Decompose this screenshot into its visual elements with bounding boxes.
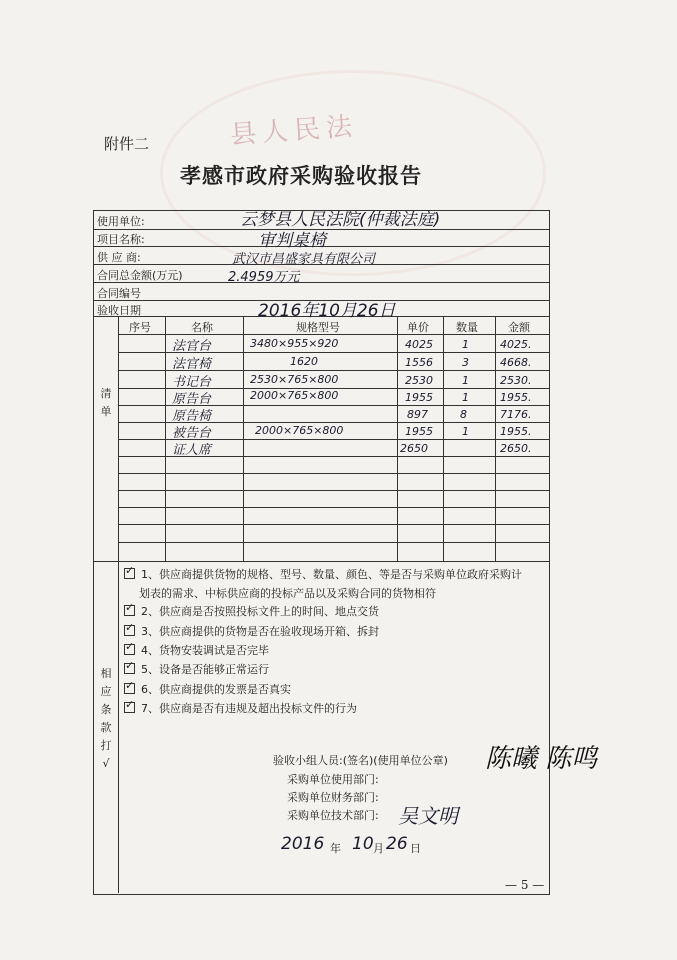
col-header-amount: 金额: [508, 321, 530, 334]
check-item-text: 2、供应商是否按照投标文件上的时间、地点交货: [141, 605, 379, 618]
checkbox-icon[interactable]: [124, 702, 135, 713]
check-item-text: 划表的需求、中标供应商的投标产品以及采购合同的货物相符: [139, 587, 436, 600]
item-amount: 1955.: [500, 425, 532, 438]
field-label-project: 项目名称:: [97, 233, 145, 246]
item-price: 2530: [405, 374, 433, 387]
field-label-amount: 合同总金额(万元): [97, 269, 183, 282]
check-item-text: 1、供应商提供货物的规格、型号、数量、颜色、等是否与采购单位政府采购计: [141, 568, 522, 581]
item-qty: 1: [462, 391, 469, 404]
field-label-user: 使用单位:: [97, 215, 145, 228]
date-day: 26: [386, 834, 408, 854]
item-spec: 2000×765×800: [250, 389, 339, 402]
item-spec: 2530×765×800: [250, 373, 339, 386]
item-name: 法官椅: [172, 357, 212, 372]
check-item-1-cont: [139, 585, 436, 601]
date-month-unit: 月: [373, 842, 384, 855]
group-signature: 陈曦 陈鸣: [485, 744, 598, 774]
check-item-text: 5、设备是否能够正常运行: [141, 663, 269, 676]
item-qty: 1: [462, 374, 469, 387]
item-amount: 2650.: [500, 442, 532, 455]
sign-group-label: 验收小组人员:(签名)(使用单位公章): [273, 754, 448, 767]
date-month: 10: [352, 834, 374, 854]
item-price: 1955: [405, 425, 433, 438]
item-amount: 2530.: [500, 374, 532, 387]
checkbox-icon[interactable]: [124, 644, 135, 655]
date-year-unit: 年: [330, 842, 341, 855]
item-name: 书记台: [172, 375, 212, 390]
item-amount: 7176.: [500, 408, 532, 421]
sign-fin-dept-label: 采购单位财务部门:: [287, 791, 379, 804]
item-amount: 1955.: [500, 391, 532, 404]
col-header-price: 单价: [407, 321, 429, 334]
col-header-name: 名称: [191, 321, 213, 334]
item-amount: 4025.: [500, 338, 532, 351]
check-item-7: [124, 700, 357, 716]
field-value-user: 云梦县人民法院(仲裁法庭): [240, 210, 441, 230]
item-qty: 1: [462, 338, 469, 351]
check-item-text: 3、供应商提供的货物是否在验收现场开箱、拆封: [141, 625, 379, 638]
item-spec: 2000×765×800: [255, 424, 344, 437]
field-value-amount: 2.4959万元: [228, 270, 300, 285]
item-qty: 1: [462, 425, 469, 438]
col-header-spec: 规格型号: [296, 321, 340, 334]
field-label-date: 验收日期: [97, 304, 141, 317]
date-year: 2016: [281, 834, 325, 854]
field-label-supplier: 供 应 商:: [97, 251, 141, 264]
check-item-text: 7、供应商是否有违规及超出投标文件的行为: [141, 702, 357, 715]
tech-signature: 吴文明: [398, 804, 458, 828]
item-price: 2650: [400, 442, 428, 455]
col-header-qty: 数量: [456, 321, 478, 334]
item-qty: 3: [462, 356, 469, 369]
item-name: 原告台: [172, 392, 212, 407]
check-item-2: [124, 603, 379, 619]
page-number: — 5 —: [505, 878, 545, 892]
sign-tech-dept-label: 采购单位技术部门:: [287, 809, 379, 822]
item-price: 1955: [405, 391, 433, 404]
check-item-5: [124, 661, 269, 677]
document-title: 孝感市政府采购验收报告: [180, 163, 422, 188]
check-item-text: 6、供应商提供的发票是否真实: [141, 683, 291, 696]
check-item-3: [124, 623, 379, 639]
check-item-4: [124, 642, 269, 658]
item-spec: 3480×955×920: [250, 337, 339, 350]
col-header-index: 序号: [129, 321, 151, 334]
seal-text: 县人民法: [229, 111, 360, 151]
checkbox-icon[interactable]: [124, 568, 135, 579]
item-price: 4025: [405, 338, 433, 351]
item-amount: 4668.: [500, 356, 532, 369]
attachment-label: 附件二: [104, 135, 150, 153]
field-label-contract-no: 合同编号: [97, 287, 141, 300]
date-day-unit: 日: [410, 842, 421, 855]
field-value-date: 2016年10月26日: [258, 301, 396, 321]
check-item-1: [124, 566, 522, 582]
check-section-label: 相应条款打√: [100, 667, 112, 770]
field-value-project: 审判桌椅: [258, 231, 326, 251]
item-name: 法官台: [172, 339, 212, 354]
check-item-text: 4、货物安装调试是否完毕: [141, 644, 269, 657]
item-price: 897: [407, 408, 428, 421]
item-name: 原告椅: [172, 409, 212, 424]
item-price: 1556: [405, 356, 433, 369]
checkbox-icon[interactable]: [124, 605, 135, 616]
checkbox-icon[interactable]: [124, 663, 135, 674]
field-value-supplier: 武汉市昌盛家具有限公司: [232, 252, 376, 267]
list-section-label: 清 单: [100, 387, 112, 418]
item-spec: 1620: [290, 355, 318, 368]
checkbox-icon[interactable]: [124, 625, 135, 636]
item-name: 证人席: [172, 443, 212, 458]
checkbox-icon[interactable]: [124, 683, 135, 694]
check-item-6: [124, 681, 291, 697]
item-name: 被告台: [172, 426, 212, 441]
item-qty: 8: [460, 408, 467, 421]
sign-use-dept-label: 采购单位使用部门:: [287, 773, 379, 786]
